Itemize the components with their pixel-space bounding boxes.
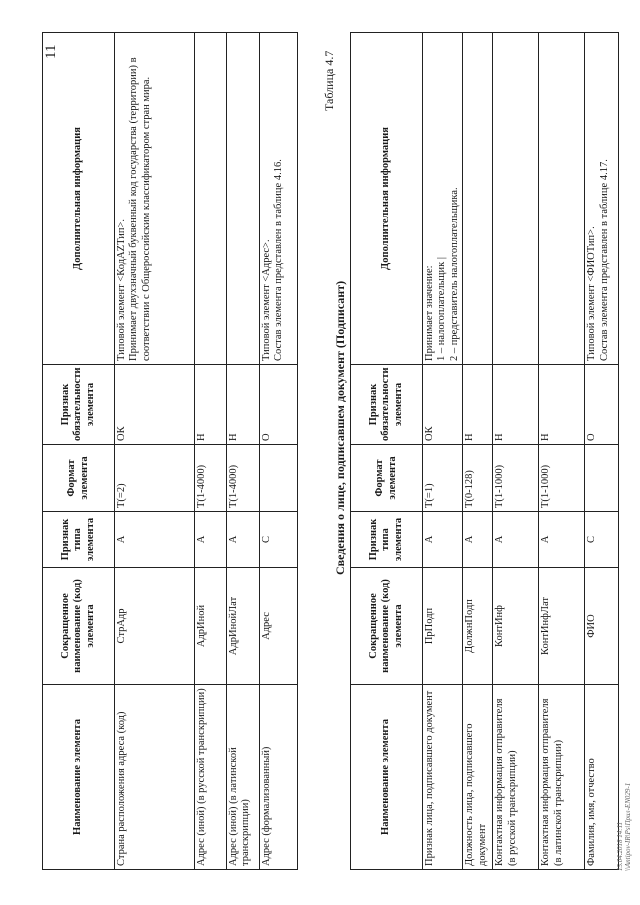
- cell-info: [423, 33, 463, 365]
- header-info: Дополнительная информация: [43, 33, 115, 365]
- cell-format: Т(1-4000): [227, 445, 260, 512]
- cell-format: [260, 445, 298, 512]
- cell-type: А: [423, 512, 463, 568]
- cell-name: Контактная информация отправителя (в русской транскрипции): [493, 685, 539, 870]
- cell-type: С: [260, 512, 298, 568]
- header-code: Сокращенное наименование (код) элемента: [351, 568, 423, 685]
- cell-required: Н: [493, 365, 539, 445]
- cell-info: [463, 33, 493, 365]
- table-row: [195, 33, 227, 870]
- cell-format: Т(0-128): [463, 445, 493, 512]
- info-line: Принимает значение:: [424, 265, 435, 361]
- info-line: Типовой элемент <КодАZТип>.: [116, 218, 127, 361]
- table-title: Сведения о лице, подписавшем документ (Подписант): [333, 280, 347, 575]
- cell-required: О: [260, 365, 298, 445]
- cell-code: КонтИнфЛат: [539, 568, 585, 685]
- print-stamp: [616, 783, 633, 871]
- table-row: [539, 33, 585, 870]
- header-name: Наименование элемента: [351, 685, 423, 870]
- cell-info: [493, 33, 539, 365]
- cell-format: Т(1-1000): [539, 445, 585, 512]
- table-row: [463, 33, 493, 870]
- stamp-path: \\Antipov-IR\Ps\Прил-EN029-1: [624, 782, 633, 871]
- cell-code: ДолжнПодп: [463, 568, 493, 685]
- cell-format: Т(1-1000): [493, 445, 539, 512]
- cell-name: Адрес (формализованный): [260, 685, 298, 870]
- cell-required: Н: [227, 365, 260, 445]
- cell-type: С: [585, 512, 619, 568]
- elements-table-top: [42, 32, 298, 870]
- cell-name: Признак лица, подписавшего документ: [423, 685, 463, 870]
- cell-type: А: [195, 512, 227, 568]
- header-code: Сокращенное наименование (код) элемента: [43, 568, 115, 685]
- cell-format: Т(=1): [423, 445, 463, 512]
- cell-required: О: [585, 365, 619, 445]
- cell-required: Н: [463, 365, 493, 445]
- cell-info: [195, 33, 227, 365]
- cell-code: АдрИной: [195, 568, 227, 685]
- cell-code: СтрАдр: [115, 568, 195, 685]
- table-row: [227, 33, 260, 870]
- cell-name: Страна расположения адреса (код): [115, 685, 195, 870]
- header-type: Признак типа элемента: [43, 512, 115, 568]
- header-required: Признак обязательности элемента: [43, 365, 115, 445]
- header-info: Дополнительная информация: [351, 33, 423, 365]
- info-line: 2 – представитель налогоплательщика.: [448, 187, 460, 361]
- header-required: Признак обязательности элемента: [351, 365, 423, 445]
- info-line: Типовой элемент <ФИОТип>.: [586, 226, 598, 361]
- cell-format: [585, 445, 619, 512]
- cell-name: Адрес (иной) (в латинской транскрипции): [227, 685, 260, 870]
- cell-info: [260, 33, 298, 365]
- signer-table: [350, 32, 619, 870]
- cell-code: Адрес: [260, 568, 298, 685]
- header-name: Наименование элемента: [43, 685, 115, 870]
- cell-name: Адрес (иной) (в русской транскрипции): [195, 685, 227, 870]
- cell-name: Контактная информация отправителя (в латинской транскрипции): [539, 685, 585, 870]
- cell-type: А: [493, 512, 539, 568]
- cell-required: Н: [195, 365, 227, 445]
- cell-required: ОК: [423, 365, 463, 445]
- table-row: [115, 33, 195, 870]
- cell-info: [227, 33, 260, 365]
- header-format: Формат элемента: [351, 445, 423, 512]
- table-label: Таблица 4.7: [322, 50, 336, 111]
- cell-code: ПрПодп: [423, 568, 463, 685]
- header-format: Формат элемента: [43, 445, 115, 512]
- info-line: Типовой элемент <Адрес>.: [261, 239, 272, 361]
- cell-name: Должность лица, подписавшего документ: [463, 685, 493, 870]
- cell-info: [115, 33, 195, 365]
- cell-info: [585, 33, 619, 365]
- info-line: Состав элемента представлен в таблице 4.16.: [273, 159, 285, 361]
- table-row: [585, 33, 619, 870]
- cell-format: Т(1-4000): [195, 445, 227, 512]
- cell-code: АдрИнойЛат: [227, 568, 260, 685]
- cell-name: Фамилия, имя, отчество: [585, 685, 619, 870]
- header-type: Признак типа элемента: [351, 512, 423, 568]
- cell-type: А: [227, 512, 260, 568]
- info-line: Принимает двухзначный буквенный код государства (территории) в соответствии с Общероссийским классификатором стран мира.: [128, 57, 152, 361]
- cell-type: А: [463, 512, 493, 568]
- page-number: 11: [43, 44, 59, 59]
- cell-format: Т(=2): [115, 445, 195, 512]
- cell-info: [539, 33, 585, 365]
- table-row: [423, 33, 463, 870]
- info-line: 1 – налогоплательщик |: [436, 257, 448, 361]
- cell-required: ОК: [115, 365, 195, 445]
- cell-type: А: [115, 512, 195, 568]
- cell-type: А: [539, 512, 585, 568]
- table-row: [493, 33, 539, 870]
- info-line: Состав элемента представлен в таблице 4.17.: [598, 159, 610, 361]
- cell-code: КонтИнф: [493, 568, 539, 685]
- cell-code: ФИО: [585, 568, 619, 685]
- stamp-date: 15.04.2018 14:11: [616, 821, 624, 871]
- cell-required: Н: [539, 365, 585, 445]
- table-row: [260, 33, 298, 870]
